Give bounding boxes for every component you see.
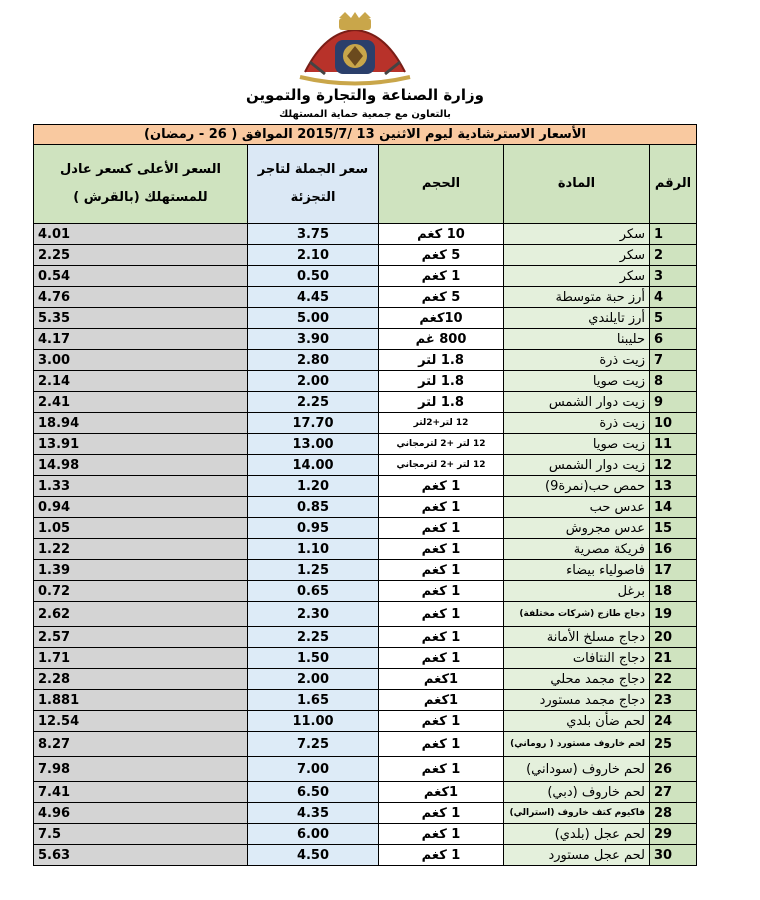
item-name-cell: فريكة مصرية (504, 539, 650, 560)
row-number-cell: 25 (650, 732, 697, 757)
table-row (34, 518, 697, 539)
item-name-cell: أرز تايلندي (504, 308, 650, 329)
item-name-cell: زيت دوار الشمس (504, 455, 650, 476)
table-row (34, 627, 697, 648)
retail-price-cell: 4.76 (34, 287, 248, 308)
wholesale-price-cell: 17.70 (248, 413, 379, 434)
wholesale-price-cell: 4.35 (248, 803, 379, 824)
item-name-cell: لحم خاروف مستورد ( روماني) (504, 732, 650, 757)
retail-price-cell: 2.57 (34, 627, 248, 648)
table-row (34, 648, 697, 669)
size-cell: 800 غم (379, 329, 504, 350)
wholesale-price-cell: 1.25 (248, 560, 379, 581)
size-cell: 1كغم (379, 669, 504, 690)
table-row (34, 329, 697, 350)
row-number-cell: 15 (650, 518, 697, 539)
item-name-cell: لحم ضأن بلدي (504, 711, 650, 732)
item-name-cell: برغل (504, 581, 650, 602)
size-cell: 1 كغم (379, 824, 504, 845)
wholesale-price-cell: 11.00 (248, 711, 379, 732)
retail-price-cell: 18.94 (34, 413, 248, 434)
wholesale-price-cell: 4.45 (248, 287, 379, 308)
table-row (34, 757, 697, 782)
retail-price-cell: 7.5 (34, 824, 248, 845)
item-name-cell: زيت صويا (504, 371, 650, 392)
row-number-cell: 20 (650, 627, 697, 648)
table-row (34, 266, 697, 287)
cooperation-subtitle: بالتعاون مع جمعية حماية المستهلك (279, 109, 451, 120)
row-number-cell: 10 (650, 413, 697, 434)
size-cell: 1 كغم (379, 581, 504, 602)
table-row (34, 476, 697, 497)
retail-price-cell: 1.71 (34, 648, 248, 669)
row-number-cell: 18 (650, 581, 697, 602)
size-cell: 1 كغم (379, 648, 504, 669)
size-cell: 10كغم (379, 308, 504, 329)
royal-emblem-icon (295, 12, 415, 87)
row-number-cell: 7 (650, 350, 697, 371)
retail-price-cell: 2.41 (34, 392, 248, 413)
item-name-cell: لحم عجل (بلدي) (504, 824, 650, 845)
retail-price-cell: 7.41 (34, 782, 248, 803)
row-number-cell: 3 (650, 266, 697, 287)
table-row (34, 803, 697, 824)
item-name-cell: زيت دوار الشمس (504, 392, 650, 413)
header-item: المادة (504, 145, 650, 224)
wholesale-price-cell: 0.85 (248, 497, 379, 518)
wholesale-price-cell: 6.50 (248, 782, 379, 803)
wholesale-price-cell: 6.00 (248, 824, 379, 845)
item-name-cell: سكر (504, 245, 650, 266)
wholesale-price-cell: 2.25 (248, 627, 379, 648)
ministry-title: وزارة الصناعة والتجارة والتموين (246, 86, 484, 104)
wholesale-price-cell: 3.75 (248, 224, 379, 245)
item-name-cell: عدس مجروش (504, 518, 650, 539)
price-table (33, 124, 697, 866)
table-row (34, 371, 697, 392)
wholesale-price-cell: 0.95 (248, 518, 379, 539)
table-row (34, 497, 697, 518)
table-row (34, 434, 697, 455)
row-number-cell: 21 (650, 648, 697, 669)
table-row (34, 245, 697, 266)
size-cell: 1 كغم (379, 803, 504, 824)
item-name-cell: سكر (504, 224, 650, 245)
row-number-cell: 19 (650, 602, 697, 627)
table-row (34, 392, 697, 413)
wholesale-price-cell: 1.65 (248, 690, 379, 711)
size-cell: 1كغم (379, 690, 504, 711)
table-row (34, 824, 697, 845)
size-cell: 1 كغم (379, 627, 504, 648)
size-cell: 1 كغم (379, 560, 504, 581)
size-cell: 1 كغم (379, 539, 504, 560)
item-name-cell: فاكيوم كتف خاروف (استرالي) (504, 803, 650, 824)
row-number-cell: 29 (650, 824, 697, 845)
retail-price-cell: 5.63 (34, 845, 248, 866)
table-row (34, 782, 697, 803)
row-number-cell: 16 (650, 539, 697, 560)
table-row (34, 539, 697, 560)
retail-price-cell: 2.28 (34, 669, 248, 690)
row-number-cell: 11 (650, 434, 697, 455)
size-cell: 1 كغم (379, 476, 504, 497)
table-row (34, 413, 697, 434)
size-cell: 1.8 لتر (379, 392, 504, 413)
item-name-cell: دجاج مسلخ الأمانة (504, 627, 650, 648)
retail-price-cell: 3.00 (34, 350, 248, 371)
retail-price-cell: 5.35 (34, 308, 248, 329)
size-cell: 1 كغم (379, 711, 504, 732)
retail-price-cell: 1.881 (34, 690, 248, 711)
header-number: الرقم (650, 145, 697, 224)
wholesale-price-cell: 5.00 (248, 308, 379, 329)
row-number-cell: 30 (650, 845, 697, 866)
header-wholesale: سعر الجملة لتاجر التجزئة (248, 145, 379, 224)
size-cell: 1 كغم (379, 497, 504, 518)
size-cell: 1 كغم (379, 266, 504, 287)
size-cell: 1 كغم (379, 845, 504, 866)
wholesale-price-cell: 2.30 (248, 602, 379, 627)
table-row (34, 690, 697, 711)
table-row (34, 581, 697, 602)
retail-price-cell: 2.14 (34, 371, 248, 392)
retail-price-cell: 12.54 (34, 711, 248, 732)
item-name-cell: حمص حب(نمرة9) (504, 476, 650, 497)
item-name-cell: زيت صويا (504, 434, 650, 455)
table-header-row (34, 145, 697, 224)
item-name-cell: فاصولياء بيضاء (504, 560, 650, 581)
retail-price-cell: 1.22 (34, 539, 248, 560)
row-number-cell: 26 (650, 757, 697, 782)
row-number-cell: 14 (650, 497, 697, 518)
item-name-cell: زيت ذرة (504, 413, 650, 434)
size-cell: 5 كغم (379, 287, 504, 308)
size-cell: 12 لتر +2 لترمجاني (379, 434, 504, 455)
wholesale-price-cell: 2.00 (248, 669, 379, 690)
row-number-cell: 28 (650, 803, 697, 824)
size-cell: 1.8 لتر (379, 350, 504, 371)
size-cell: 12 لتر+2لتر (379, 413, 504, 434)
item-name-cell: لحم خاروف (دبي) (504, 782, 650, 803)
item-name-cell: دجاج طازج (شركات مختلفة) (504, 602, 650, 627)
row-number-cell: 9 (650, 392, 697, 413)
wholesale-price-cell: 7.00 (248, 757, 379, 782)
item-name-cell: دجاج النتافات (504, 648, 650, 669)
retail-price-cell: 4.17 (34, 329, 248, 350)
item-name-cell: حليبنا (504, 329, 650, 350)
table-row (34, 455, 697, 476)
row-number-cell: 27 (650, 782, 697, 803)
retail-price-cell: 1.33 (34, 476, 248, 497)
size-cell: 1.8 لتر (379, 371, 504, 392)
wholesale-price-cell: 7.25 (248, 732, 379, 757)
size-cell: 1 كغم (379, 602, 504, 627)
header-max-retail: السعر الأعلى كسعر عادل للمستهلك (بالقرش ) (34, 145, 248, 224)
row-number-cell: 1 (650, 224, 697, 245)
wholesale-price-cell: 3.90 (248, 329, 379, 350)
table-row (34, 224, 697, 245)
row-number-cell: 13 (650, 476, 697, 497)
row-number-cell: 17 (650, 560, 697, 581)
retail-price-cell: 7.98 (34, 757, 248, 782)
wholesale-price-cell: 2.00 (248, 371, 379, 392)
row-number-cell: 12 (650, 455, 697, 476)
table-row (34, 308, 697, 329)
retail-price-cell: 1.39 (34, 560, 248, 581)
row-number-cell: 22 (650, 669, 697, 690)
retail-price-cell: 4.96 (34, 803, 248, 824)
size-cell: 1 كغم (379, 518, 504, 539)
row-number-cell: 8 (650, 371, 697, 392)
table-banner: الأسعار الاسترشادية ليوم الاثنين 13 /2015/7 الموافق ( 26 - رمضان) (34, 125, 697, 145)
wholesale-price-cell: 1.50 (248, 648, 379, 669)
row-number-cell: 4 (650, 287, 697, 308)
row-number-cell: 23 (650, 690, 697, 711)
wholesale-price-cell: 2.25 (248, 392, 379, 413)
wholesale-price-cell: 1.10 (248, 539, 379, 560)
table-row (34, 711, 697, 732)
item-name-cell: دجاج مجمد مستورد (504, 690, 650, 711)
header-size: الحجم (379, 145, 504, 224)
retail-price-cell: 0.72 (34, 581, 248, 602)
table-row (34, 845, 697, 866)
item-name-cell: سكر (504, 266, 650, 287)
size-cell: 12 لتر +2 لترمجاني (379, 455, 504, 476)
size-cell: 1 كغم (379, 757, 504, 782)
item-name-cell: دجاج مجمد محلي (504, 669, 650, 690)
table-row (34, 732, 697, 757)
retail-price-cell: 8.27 (34, 732, 248, 757)
item-name-cell: زيت ذرة (504, 350, 650, 371)
wholesale-price-cell: 4.50 (248, 845, 379, 866)
wholesale-price-cell: 2.80 (248, 350, 379, 371)
size-cell: 1كغم (379, 782, 504, 803)
retail-price-cell: 1.05 (34, 518, 248, 539)
table-row (34, 669, 697, 690)
wholesale-price-cell: 14.00 (248, 455, 379, 476)
retail-price-cell: 13.91 (34, 434, 248, 455)
row-number-cell: 5 (650, 308, 697, 329)
table-row (34, 287, 697, 308)
retail-price-cell: 0.94 (34, 497, 248, 518)
retail-price-cell: 2.25 (34, 245, 248, 266)
size-cell: 1 كغم (379, 732, 504, 757)
item-name-cell: لحم عجل مستورد (504, 845, 650, 866)
retail-price-cell: 14.98 (34, 455, 248, 476)
wholesale-price-cell: 13.00 (248, 434, 379, 455)
retail-price-cell: 2.62 (34, 602, 248, 627)
row-number-cell: 2 (650, 245, 697, 266)
size-cell: 10 كغم (379, 224, 504, 245)
item-name-cell: عدس حب (504, 497, 650, 518)
wholesale-price-cell: 0.65 (248, 581, 379, 602)
table-row (34, 350, 697, 371)
retail-price-cell: 4.01 (34, 224, 248, 245)
wholesale-price-cell: 2.10 (248, 245, 379, 266)
table-row (34, 560, 697, 581)
item-name-cell: لحم خاروف (سوداني) (504, 757, 650, 782)
row-number-cell: 6 (650, 329, 697, 350)
wholesale-price-cell: 0.50 (248, 266, 379, 287)
item-name-cell: أرز حبة متوسطة (504, 287, 650, 308)
retail-price-cell: 0.54 (34, 266, 248, 287)
wholesale-price-cell: 1.20 (248, 476, 379, 497)
size-cell: 5 كغم (379, 245, 504, 266)
table-row (34, 602, 697, 627)
row-number-cell: 24 (650, 711, 697, 732)
